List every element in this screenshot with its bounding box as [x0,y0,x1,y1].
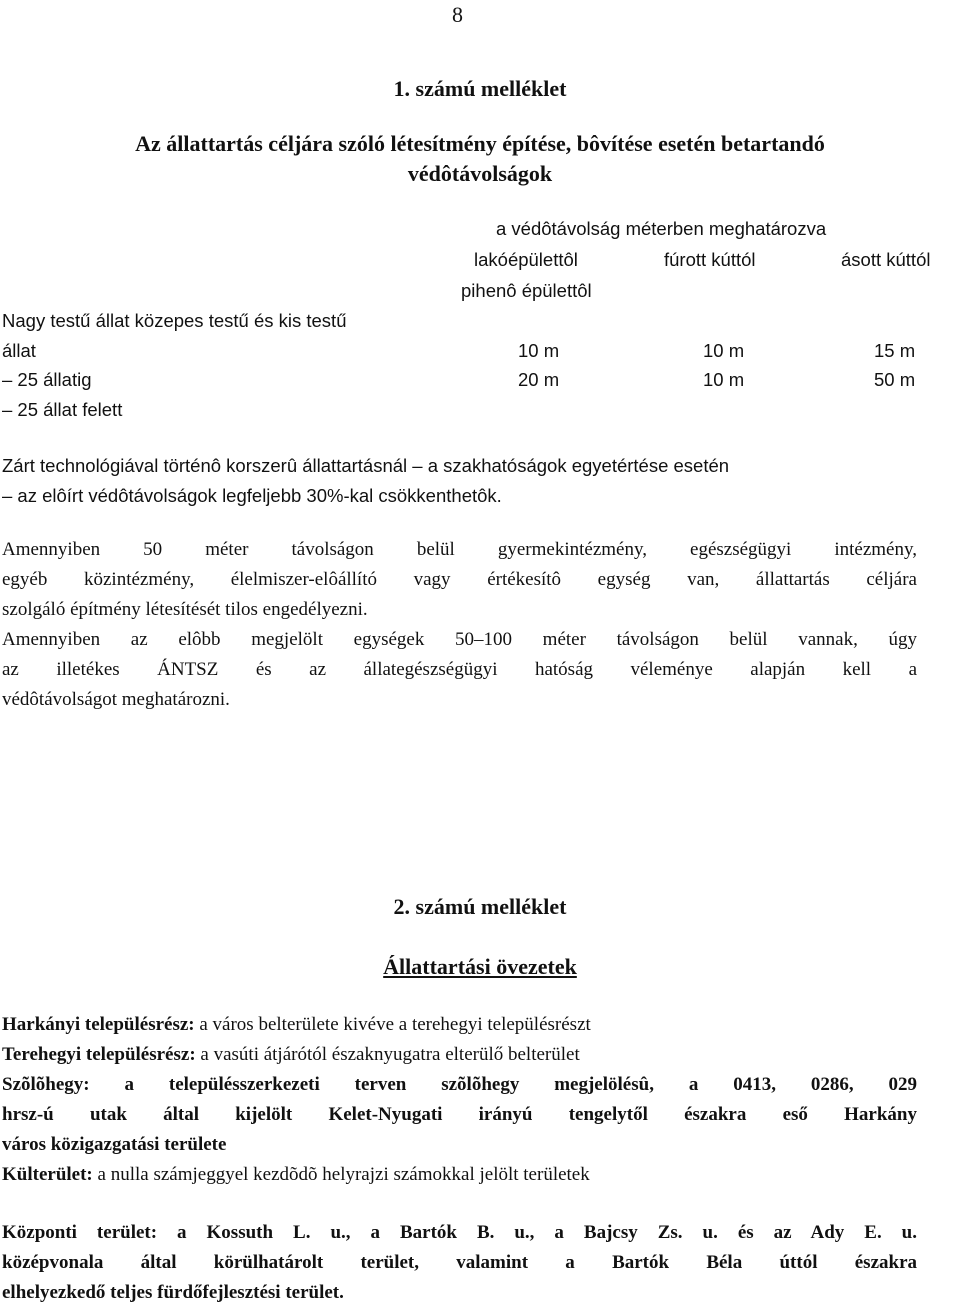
annex1-title: 1. számú melléklet [393,76,567,101]
paragraph-line: védôtávolságot meghatározni. [2,689,230,710]
zone-label: Harkányi településrész: [2,1014,195,1035]
table-row-label: – 25 állat felett [2,399,123,420]
note-line1: Zárt technológiával történô korszerû állattartásnál – a szakhatóságok egyetértése esetén [2,455,730,476]
annex1-heading-line2: védôtávolságok [407,161,553,186]
zone-label: Terehegyi településrész: [2,1044,196,1065]
zone-szolohegy-line: Szõlõhegy: a településszerkezeti terven szõlõhegy megjelölésû, a 0413, 0286, 029 [2,1074,917,1095]
zone-kozponti-line: középvonala által körülhatárolt terület, valamint a Bartók Béla úttól északra [2,1252,917,1273]
table-cell: 10 m [518,340,560,361]
paragraph-restriction [2,535,917,715]
zone-kozponti-line: Központi terület: a Kossuth L. u., a Bartók B. u., a Bajcsy Zs. u. és az Ady E. u. [2,1222,917,1243]
row-label-animals: Nagy testű állat közepes testű és kis testű [2,310,347,331]
zone-text: a város belterülete kivéve a terehegyi településrészt [194,1014,591,1035]
zone-kozponti [2,1218,917,1308]
page-number: 8 [452,2,463,27]
table-group-header: a védôtávolság méterben meghatározva [496,218,827,239]
paragraph-line: egyéb közintézmény, élelmiszer-elôállító vagy értékesítô egység van, állattartás céljára [2,569,917,590]
zones-list [2,1010,917,1190]
zone-kulterulet [2,1160,917,1190]
table-row-label: – 25 állatig [2,369,92,390]
paragraph-line: Amennyiben az elôbb megjelölt egységek 50–100 méter távolságon belül vannak, úgy [2,629,917,650]
table-cell: 10 m [703,340,745,361]
annex2-subtitle: Állattartási övezetek [383,954,577,979]
note-line2: – az elôírt védôtávolságok legfeljebb 30%-kal csökkenthetôk. [2,485,502,506]
col-header-residential-line2: pihenô épülettôl [461,280,592,301]
col-header-residential: lakóépülettôl [474,249,578,270]
zone-harkanyi [2,1010,917,1040]
zone-kozponti-line: elhelyezkedő teljes fürdőfejlesztési terület. [2,1282,344,1303]
table-cell: 20 m [518,369,560,390]
zone-label: Külterület: [2,1164,93,1185]
table-row-label: állat [2,340,36,361]
col-header-dug-well: ásott kúttól [841,249,931,270]
table-cell: 15 m [874,340,916,361]
table-cell: 10 m [703,369,745,390]
zone-szolohegy-line: város közigazgatási területe [2,1134,227,1155]
zone-text: a nulla számjeggyel kezdõdõ helyrajzi számokkal jelölt területek [92,1164,590,1185]
annex1-heading-line1: Az állattartás céljára szóló létesítmény építése, bôvítése esetén betartandó [135,131,825,156]
zone-terehegyi [2,1040,917,1070]
table-cell: 50 m [874,369,916,390]
paragraph-line: Amennyiben 50 méter távolságon belül gyermekintézmény, egészségügyi intézmény, [2,539,917,560]
col-header-drilled-well: fúrott kúttól [664,249,756,270]
paragraph-line: az illetékes ÁNTSZ és az állategészségügyi hatóság véleménye alapján kell a [2,659,917,680]
annex2-title: 2. számú melléklet [393,894,567,919]
zone-szolohegy-line: hrsz-ú utak által kijelölt Kelet-Nyugati irányú tengelytől északra eső Harkány [2,1104,917,1125]
zone-text: a vasúti átjárótól északnyugatra elterülő belterület [195,1044,580,1065]
paragraph-line: szolgáló építmény létesítését tilos engedélyezni. [2,599,368,620]
